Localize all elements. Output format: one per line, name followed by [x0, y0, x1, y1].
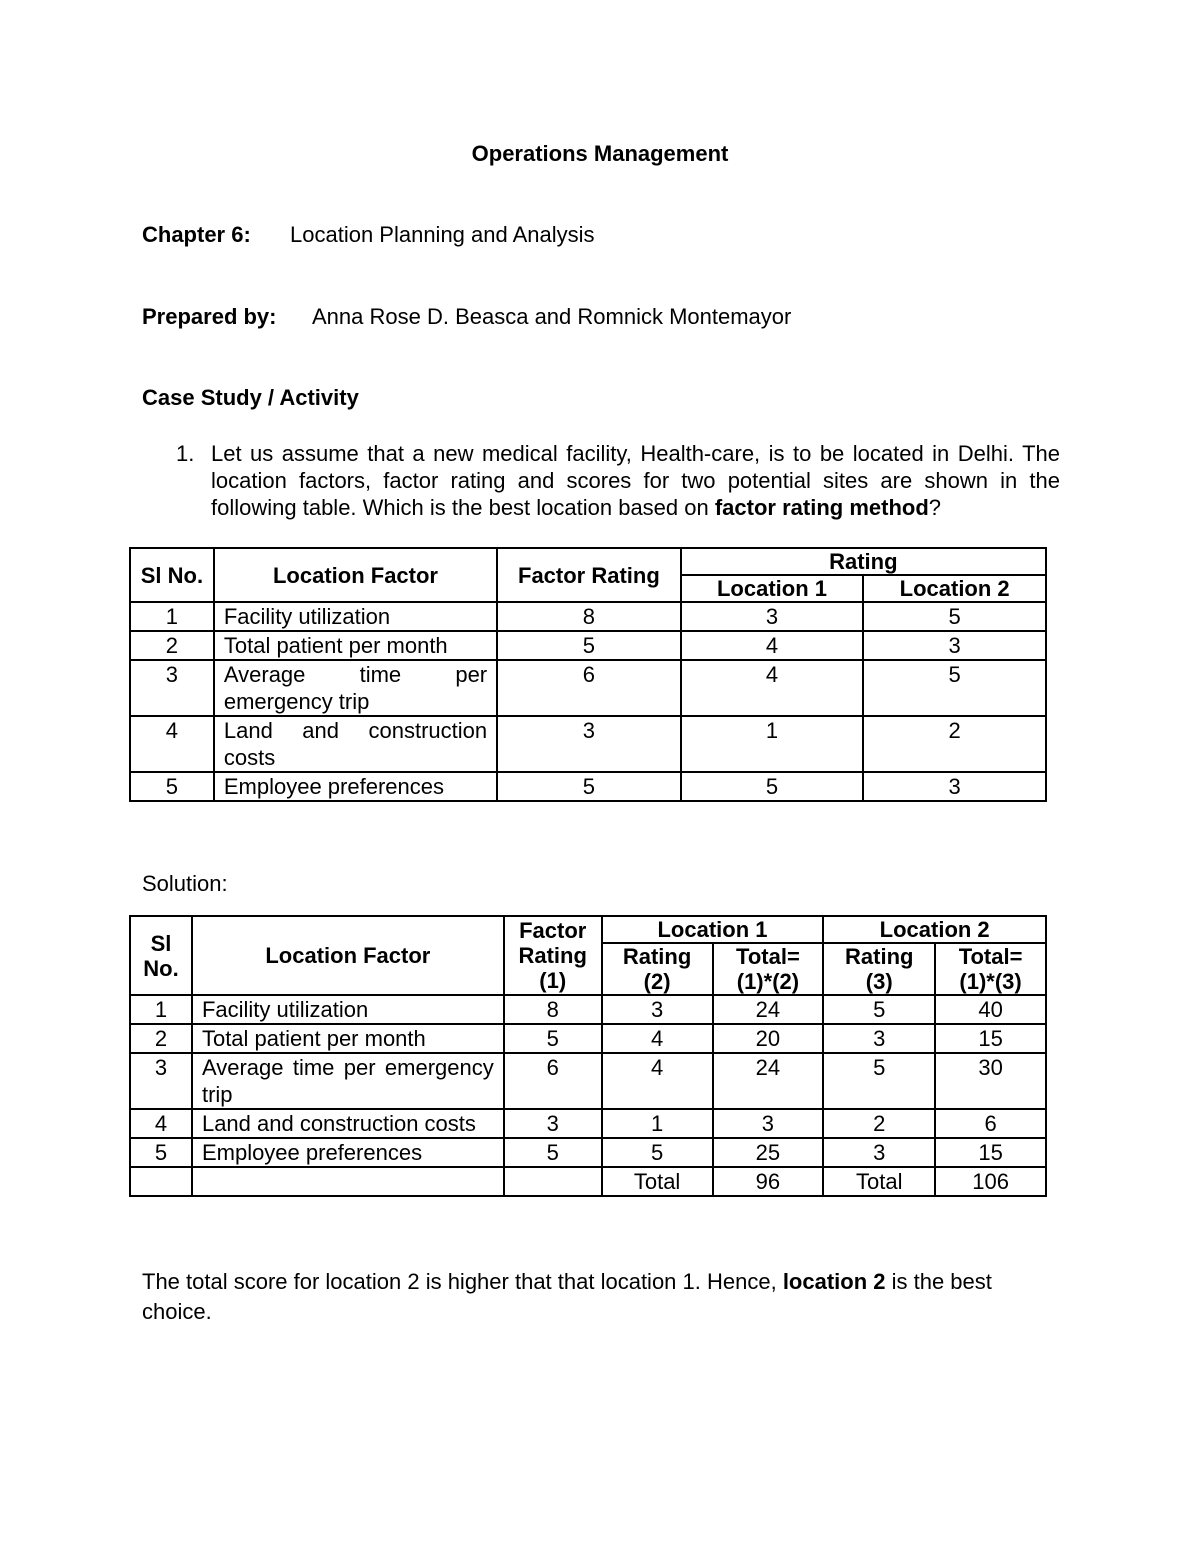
header-rating: Rating [681, 548, 1046, 575]
location-2-rating-cell: 5 [823, 995, 935, 1024]
table-row [130, 772, 1046, 801]
location-1-rating-cell: 3 [681, 602, 864, 631]
conclusion-text-bold: location 2 [782, 1269, 886, 1294]
table-row [130, 995, 1046, 1024]
location-2-total-cell: 15 [935, 1138, 1046, 1167]
location-2-rating-cell: 5 [863, 602, 1046, 631]
header-factor-rating: Factor Rating (1) [504, 916, 602, 995]
location-factor-cell: Average time per emergency trip [192, 1053, 504, 1109]
location-1-rating-cell: 4 [681, 660, 864, 716]
location-2-total-cell: 15 [935, 1024, 1046, 1053]
location-factor-cell: Facility utilization [192, 995, 504, 1024]
location-factor-cell: Employee preferences [214, 772, 497, 801]
location-1-total-cell: 24 [713, 1053, 824, 1109]
empty-cell [192, 1167, 504, 1196]
factor-rating-cell: 8 [504, 995, 602, 1024]
location-1-total-cell: 3 [713, 1109, 824, 1138]
location-1-grand-total: 96 [713, 1167, 824, 1196]
factor-rating-table-body [130, 602, 1046, 801]
table-row [130, 1053, 1046, 1109]
table-row [130, 602, 1046, 631]
header-rating-2: Rating (2) [602, 943, 713, 995]
header-location-factor: Location Factor [192, 916, 504, 995]
location-factor-cell: Facility utilization [214, 602, 497, 631]
location-2-rating-cell: 2 [823, 1109, 935, 1138]
location-1-rating-cell: 4 [602, 1024, 713, 1053]
document-title: Operations Management [471, 141, 729, 166]
si-no-cell: 4 [130, 1109, 192, 1138]
si-no-cell: 5 [130, 772, 214, 801]
header-rating-3: Rating (3) [823, 943, 935, 995]
header-location-1: Location 1 [681, 575, 864, 602]
si-no-cell: 2 [130, 631, 214, 660]
solution-table-body [130, 995, 1046, 1196]
si-no-cell: 3 [130, 1053, 192, 1109]
question-text [211, 440, 1060, 521]
location-1-total-cell: 25 [713, 1138, 824, 1167]
question-text-end: ? [928, 495, 942, 520]
factor-rating-cell: 3 [504, 1109, 602, 1138]
location-1-rating-cell: 1 [681, 716, 864, 772]
prepared-by-value: Anna Rose D. Beasca and Romnick Montemayor [312, 304, 792, 329]
location-1-rating-cell: 5 [681, 772, 864, 801]
location-2-rating-cell: 3 [863, 772, 1046, 801]
chapter-value: Location Planning and Analysis [290, 222, 595, 247]
solution-table [129, 915, 1047, 1197]
totals-row [130, 1167, 1046, 1196]
location-2-rating-cell: 5 [823, 1053, 935, 1109]
header-location-2: Location 2 [823, 916, 1046, 943]
factor-rating-cell: 3 [497, 716, 681, 772]
chapter-label: Chapter 6: [142, 222, 251, 247]
location-factor-cell: Total patient per month [214, 631, 497, 660]
location-2-total-cell: 40 [935, 995, 1046, 1024]
location-2-rating-cell: 2 [863, 716, 1046, 772]
location-2-grand-total: 106 [935, 1167, 1046, 1196]
question-text-part: Let us assume that a new medical facility, Health-care, is to be located in Delhi. The location factors, factor rating and scores for two potential sites are shown in the following table. Which is the best location based on [211, 441, 1060, 520]
table-row [130, 1024, 1046, 1053]
location-1-rating-cell: 4 [602, 1053, 713, 1109]
location-1-rating-cell: 3 [602, 995, 713, 1024]
chapter-line [142, 222, 595, 248]
location-factor-cell: Employee preferences [192, 1138, 504, 1167]
location-1-rating-cell: 5 [602, 1138, 713, 1167]
location-1-total-label: Total [602, 1167, 713, 1196]
solution-label: Solution: [142, 871, 228, 896]
question-number: 1. [176, 441, 195, 466]
factor-rating-cell: 6 [497, 660, 681, 716]
prepared-by-line [142, 304, 791, 330]
location-2-rating-cell: 3 [823, 1024, 935, 1053]
empty-cell [504, 1167, 602, 1196]
conclusion-text-end: is the best choice. [142, 1269, 992, 1324]
location-2-rating-cell: 3 [863, 631, 1046, 660]
location-2-rating-cell: 5 [863, 660, 1046, 716]
si-no-cell: 1 [130, 995, 192, 1024]
location-2-rating-cell: 3 [823, 1138, 935, 1167]
header-location-factor: Location Factor [214, 548, 497, 602]
question-1 [176, 440, 1060, 521]
location-factor-cell: Total patient per month [192, 1024, 504, 1053]
factor-rating-cell: 5 [504, 1138, 602, 1167]
si-no-cell: 3 [130, 660, 214, 716]
location-1-total-cell: 24 [713, 995, 824, 1024]
factor-rating-table [129, 547, 1047, 802]
table-row [130, 716, 1046, 772]
header-total-2: Total= (1)*(3) [935, 943, 1046, 995]
si-no-cell: 4 [130, 716, 214, 772]
factor-rating-cell: 8 [497, 602, 681, 631]
factor-rating-cell: 5 [497, 631, 681, 660]
si-no-cell: 2 [130, 1024, 192, 1053]
table-row [130, 631, 1046, 660]
table-row [130, 660, 1046, 716]
si-no-cell: 1 [130, 602, 214, 631]
prepared-by-label: Prepared by: [142, 304, 277, 329]
location-1-rating-cell: 1 [602, 1109, 713, 1138]
header-location-1: Location 1 [602, 916, 824, 943]
section-heading: Case Study / Activity [142, 385, 359, 410]
header-si-no: Sl No. [130, 548, 214, 602]
header-si-no: Sl No. [130, 916, 192, 995]
location-2-total-label: Total [823, 1167, 935, 1196]
question-text-bold: factor rating method [714, 495, 929, 520]
location-2-total-cell: 6 [935, 1109, 1046, 1138]
location-factor-cell: Land and construction costs [192, 1109, 504, 1138]
header-total-1: Total= (1)*(2) [713, 943, 824, 995]
location-factor-cell: Average time per emergency trip [214, 660, 497, 716]
factor-rating-cell: 5 [504, 1024, 602, 1053]
table-row [130, 1109, 1046, 1138]
factor-rating-cell: 6 [504, 1053, 602, 1109]
conclusion-text [142, 1267, 1050, 1327]
table-row [130, 1138, 1046, 1167]
factor-rating-cell: 5 [497, 772, 681, 801]
empty-cell [130, 1167, 192, 1196]
location-1-rating-cell: 4 [681, 631, 864, 660]
conclusion-text-part: The total score for location 2 is higher that that location 1. Hence, [142, 1269, 783, 1294]
location-1-total-cell: 20 [713, 1024, 824, 1053]
si-no-cell: 5 [130, 1138, 192, 1167]
location-factor-cell: Land and construction costs [214, 716, 497, 772]
location-2-total-cell: 30 [935, 1053, 1046, 1109]
header-location-2: Location 2 [863, 575, 1046, 602]
header-factor-rating: Factor Rating [497, 548, 681, 602]
